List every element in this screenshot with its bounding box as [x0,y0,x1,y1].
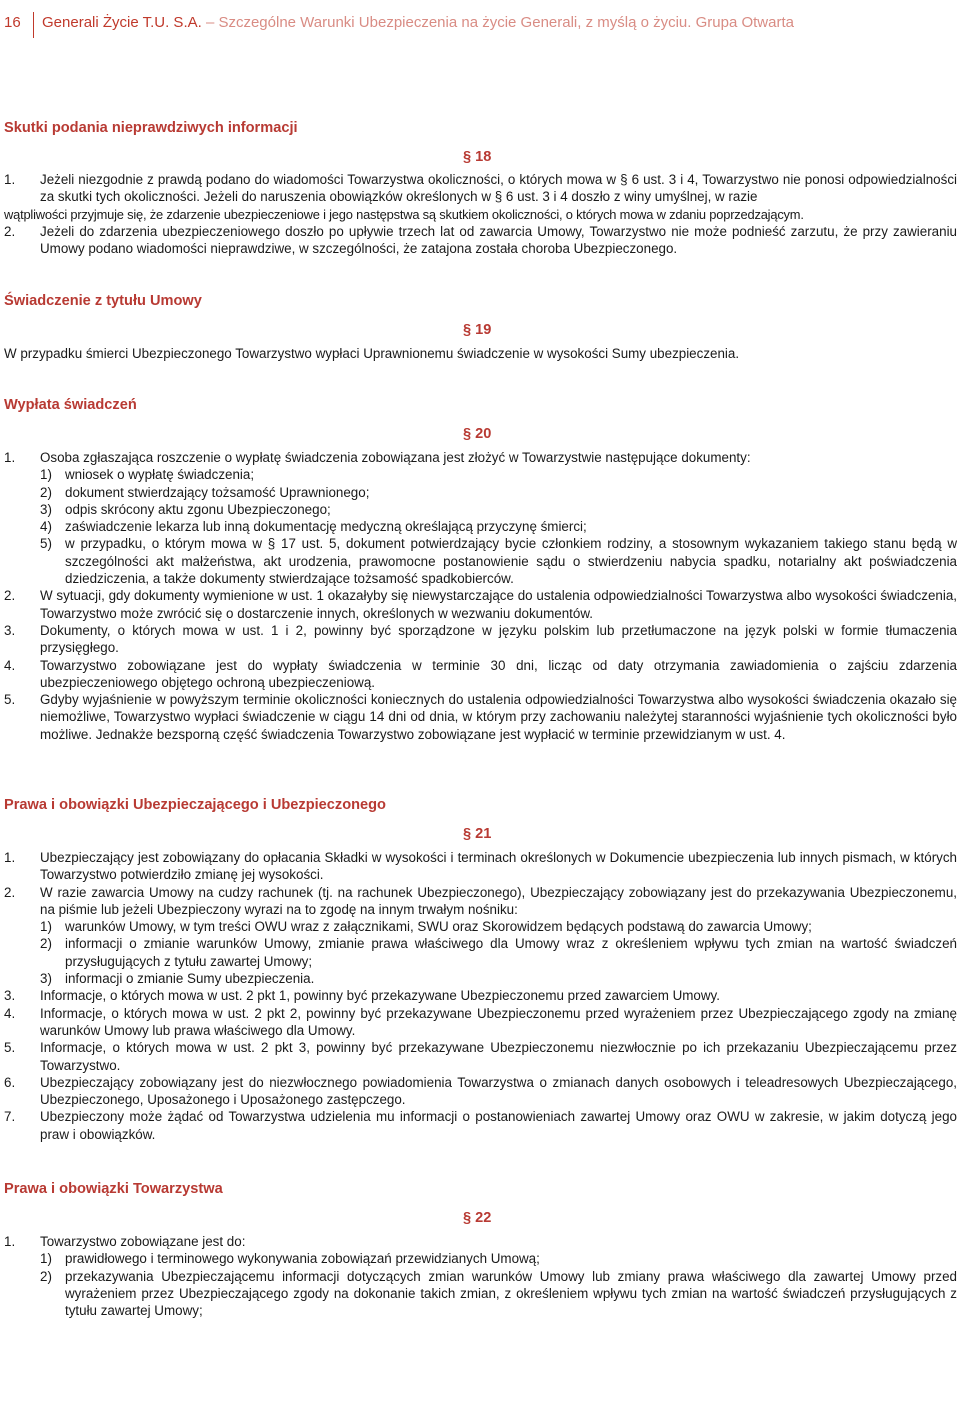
item-number: 1. [4,850,16,865]
sub-list-item [4,935,957,970]
item-number: 7. [4,1109,16,1125]
item-number: 2. [4,588,16,604]
paragraph-mark-19: § 19 [463,322,492,338]
item-text: Gdyby wyjaśnienie w powyższym terminie okoliczności koniecznych do ustalenia odpowiedzialności Towarzystwa albo wysokości świadczenia okazało się niemożliwe, Towarzystwo wypłaci świadczenie w ciągu 14 dni od dnia, w którym przy zachowaniu należytej staranności wyjaśnienie tych okoliczności było możliwe. Jednakże bezsporną część świadczenia Towarzystwo zobowiązane jest wypłacić w terminie przewidzianym w ust. 4. [40,692,957,742]
item-number: 1) [40,1251,52,1267]
section-title-s22: Prawa i obowiązki Towarzystwa [4,1181,223,1197]
item-text: Towarzystwo zobowiązane jest do wypłaty świadczenia w terminie 30 dni, licząc od daty otrzymania zawiadomienia o zajściu zdarzenia ubezpieczeniowego objętego ochroną ubezpieczeniową. [40,657,957,690]
section-title-s18: Skutki podania nieprawdziwych informacji [4,120,298,136]
list-item [4,657,957,692]
item-number: 5. [4,692,16,708]
list-item [4,849,957,884]
item-text: Informacje, o których mowa w ust. 2 pkt 3, powinny być przekazywane Ubezpieczonemu niezwłocznie po ich przekazaniu Ubezpieczającemu przez Towarzystwo. [40,1040,957,1073]
list-item [4,171,957,206]
list-item [4,884,957,919]
section-body-s22 [4,1233,957,1319]
list-item [4,1039,957,1074]
item-number: 1. [4,172,16,187]
item-text-continuation: wątpliwości przyjmuje się, że zdarzenie ubezpieczeniowe i jego następstwa są skutkiem okoliczności, o których mowa w zdaniu poprzedzającym. [4,206,804,222]
sub-list-item [4,1268,957,1320]
item-text: zaświadczenie lekarza lub inną dokumentację medyczną określającą przyczynę śmierci; [65,519,587,535]
header-subtitle: – Szczególne Warunki Ubezpieczenia na życie Generali, z myślą o życiu. Grupa Otwarta [201,14,794,31]
item-text: Informacje, o których mowa w ust. 2 pkt 1, powinny być przekazywane Ubezpieczonemu przed zawarciem Umowy. [40,988,720,1004]
item-text: Dokumenty, o których mowa w ust. 1 i 2, powinny być sporządzone w języku polskim lub przetłumaczone na język polski w formie tłumaczenia przysięgłego. [40,622,957,656]
page-number: 16 [4,14,21,31]
section-body-s20 [4,449,957,743]
item-number: 3) [40,971,52,987]
item-text: Informacje, o których mowa w ust. 2 pkt 2, powinny być przekazywane Ubezpieczonemu przed wyrażeniem przez Ubezpieczającego zgody na zmianę warunków Umowy lub prawa właściwego dla Umowy. [40,1005,957,1038]
section-title-s20: Wypłata świadczeń [4,397,137,413]
item-text: W sytuacji, gdy dokumenty wymienione w ust. 1 okazałyby się niewystarczające do ustalenia odpowiedzialności Towarzystwa albo wysokości świadczenia, Towarzystwo może zwrócić się o dostarczenie innych, określonych w wezwaniu dokumentów. [40,588,957,621]
sub-list-item [4,918,957,935]
header-title [42,14,794,31]
section-body-s18 [4,171,957,257]
item-number: 4. [4,1005,16,1021]
item-text: warunków Umowy, w tym treści OWU wraz z załącznikami, SWU oraz Skorowidzem będących podstawą do zawarcia Umowy; [65,919,812,935]
item-number: 3) [40,501,52,517]
section-body-s19: W przypadku śmierci Ubezpieczonego Towarzystwo wypłaci Uprawnionemu świadczenie w wysokości Sumy ubezpieczenia. [4,346,740,361]
list-item [4,587,957,622]
item-number: 1) [40,467,52,483]
item-number: 1. [4,1234,16,1249]
sub-list-item [4,484,957,501]
item-text: Jeżeli do zdarzenia ubezpieczeniowego doszło po upływie trzech lat od zawarcia Umowy, Towarzystwo nie może podnieść zarzutu, że przy zawieraniu Umowy podano wiadomości nieprawdziwe, w szczególności, że zatajona została choroba Ubezpieczonego. [40,223,957,257]
list-item [4,1074,957,1109]
list-item [4,1005,957,1040]
section-title-s19: Świadczenie z tytułu Umowy [4,293,202,309]
item-text: wniosek o wypłatę świadczenia; [65,467,255,483]
item-number: 3. [4,988,16,1004]
list-item [4,622,957,657]
list-item [4,1108,957,1143]
header-company: Generali Życie T.U. S.A. [42,14,202,31]
item-number: 1) [40,919,52,935]
section-body-s21 [4,849,957,1143]
item-text: Ubezpieczony może żądać od Towarzystwa udzielenia mu informacji o postanowieniach zawartej Umowy oraz OWU w zakresie, w jakim dotyczą jego praw i obowiązków. [40,1109,957,1142]
item-text: prawidłowego i terminowego wykonywania zobowiązań przewidzianych Umową; [65,1251,540,1267]
paragraph-mark-20: § 20 [463,426,492,442]
list-item [4,223,957,258]
list-item [4,1233,957,1250]
sub-list-item [4,535,957,587]
paragraph-mark-21: § 21 [463,826,492,842]
item-number: 2. [4,884,16,900]
list-item [4,691,957,743]
item-number: 2) [40,484,52,500]
sub-list-item [4,466,957,483]
header-divider [33,12,34,38]
item-number: 6. [4,1074,16,1090]
sub-list-item [4,970,957,987]
item-text: przekazywania Ubezpieczającemu informacji dotyczących zmian warunków Umowy lub zmiany prawa właściwego dla zawartej Umowy przed wyrażeniem przez Ubezpieczającego zgody na dokonanie takich zmian, z określeniem wpływu tych zmian na wartość świadczeń przysługujących z tytułu zawartej Umowy; [65,1268,957,1319]
item-text: informacji o zmianie warunków Umowy, zmianie prawa właściwego dla Umowy wraz z określeniem wpływu tych zmian na wartość świadczeń przysługujących z tytułu zawartej Umowy; [65,936,957,969]
item-text: Towarzystwo zobowiązane jest do: [40,1234,246,1249]
item-number: 4. [4,657,16,673]
item-text: odpis skrócony aktu zgonu Ubezpieczonego; [65,501,331,517]
item-number: 5) [40,536,52,552]
item-number: 4) [40,519,52,535]
item-number: 1. [4,450,16,465]
item-text: Ubezpieczający zobowiązany jest do niezwłocznego powiadomienia Towarzystwa o zmianach danych osobowych i teleadresowych Ubezpieczającego, Ubezpieczonego, Uposażonego i Uposażonego zastępczego. [40,1074,957,1108]
page-header [0,12,960,38]
item-number: 3. [4,622,16,638]
item-text: w przypadku, o którym mowa w § 17 ust. 5, dokument potwierdzający bycie członkiem rodziny, a stosownym wykazaniem takiego stanu będą w szczególności akt małżeństwa, akt urodzenia, prawomocne postanowienie sądu o stwierdzeniu nabycia spadku, notarialny akt poświadczenia dziedziczenia, a także dokumenty stwierdzające tożsamość spadkobierców. [65,536,957,587]
item-text: Ubezpieczający jest zobowiązany do opłacania Składki w wysokości i terminach określonych w Dokumencie ubezpieczenia lub innych pismach, w których Towarzystwo potwierdziło zmianę jej wysokości. [40,850,957,883]
item-text: informacji o zmianie Sumy ubezpieczenia. [65,971,315,987]
item-number: 2. [4,223,16,239]
section-title-s21: Prawa i obowiązki Ubezpieczającego i Ubezpieczonego [4,797,386,813]
list-item [4,449,957,466]
paragraph-mark-22: § 22 [463,1210,492,1226]
item-text: Osoba zgłaszająca roszczenie o wypłatę świadczenia zobowiązana jest złożyć w Towarzystwie następujące dokumenty: [40,450,751,465]
item-text: Jeżeli niezgodnie z prawdą podano do wiadomości Towarzystwa okoliczności, o których mowa w § 6 ust. 3 i 4, Towarzystwo nie ponosi odpowiedzialności za skutki tych okoliczności. Jeżeli do naruszenia obowiązków określonych w § 6 ust. 3 i 4 doszło z winy umyślnej, w razie [40,172,957,205]
paragraph-mark-18: § 18 [463,149,492,165]
item-text: W razie zawarcia Umowy na cudzy rachunek (tj. na rachunek Ubezpieczonego), Ubezpieczający zobowiązany jest do przekazywania Ubezpieczonemu, na piśmie lub jeżeli Ubezpieczony wyrazi na to zgodę na innym trwałym nośniku: [40,884,957,917]
sub-list-item [4,1250,957,1267]
sub-list-item [4,518,957,535]
item-number: 2) [40,936,52,952]
item-number: 5. [4,1040,16,1056]
sub-list-item [4,501,957,518]
item-number: 2) [40,1268,52,1284]
list-item [4,987,957,1004]
item-text: dokument stwierdzający tożsamość Uprawnionego; [65,484,370,500]
